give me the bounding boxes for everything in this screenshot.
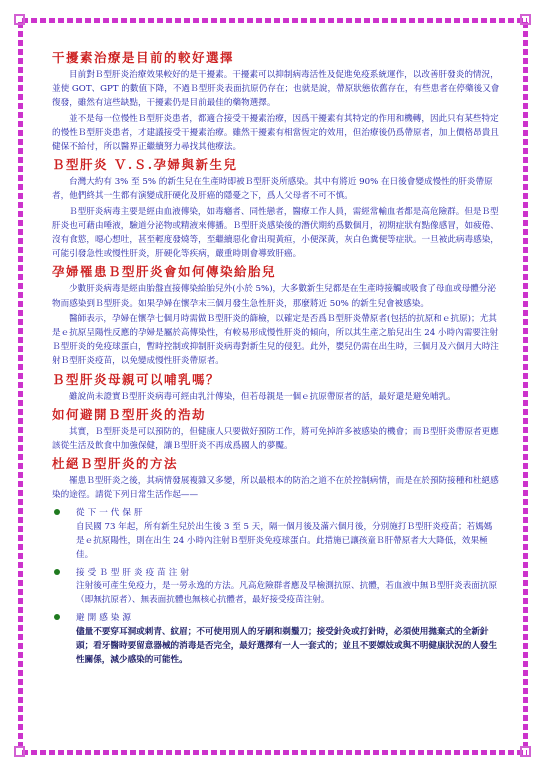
frame-left-border xyxy=(18,22,23,750)
paragraph: 罹患Ｂ型肝炎之後，其病情發展複雜又多變，所以最根本的防治之道不在於控制病情，而是在於預防接種和杜絕感染的途徑。請從下列日常生活作起—— xyxy=(52,476,499,501)
frame-bottom-border xyxy=(22,750,527,755)
paragraph: 並不是每一位慢性Ｂ型肝炎患者，都適合接受干擾素治療，因爲干擾素有其特定的作用和機轉，因此只有某些特定的慢性Ｂ型肝炎患者，才建議接受干擾素治療。雖然干擾素有相當恆定的效用，但治療後仍爲帶原者，加上價格昂貴且健保不給付，所以醫界正繼續努力尋找其他療法。 xyxy=(52,113,499,153)
bullet-body: 自民國 73 年起，所有新生兒於出生後 3 至 5 天，隔一個月後及滿六個月後，分別施打Ｂ型肝炎疫苗；若媽媽是ｅ抗原陽性，則在出生 24 小時內注射Ｂ型肝炎免疫球蛋白。此措施已讓孩童Ｂ肝帶原者大大降低，效果極佳。 xyxy=(76,521,493,561)
bullet-body: 注射後可產生免疫力，是一勞永逸的方法。凡高危險群者應及早檢測抗原、抗體，若血液中無Ｂ型肝炎表面抗原（即無抗原者）、無表面抗體也無核心抗體者，最好接受疫苗注射。 xyxy=(76,581,498,606)
paragraph: 其實，Ｂ型肝炎是可以預防的，但健康人只要做好預防工作，將可免掉許多被感染的機會；而Ｂ型肝炎帶原者更應該從生活及飲食中加強保健，讓Ｂ型肝炎不再成爲國人的夢魘。 xyxy=(52,426,499,452)
bullet-body: 儘量不要穿耳洞或刺青、紋眉；不可使用別人的牙刷和剃鬚刀；接受針灸或打針時，必須使用拋棄式的全新針頭；看牙醫時要留意器械的消毒是否完全，最好選擇有一人一套式的；並且不要嫖妓或與不明健康狀況的人發生性關係，減少感染的可能性。 xyxy=(76,626,498,666)
frame-right-border xyxy=(523,22,528,750)
section-heading-prevention: 杜絕Ｂ型肝炎的方法 xyxy=(52,456,179,472)
bullet-item xyxy=(52,505,500,520)
bullet-title: 從下一代保肝 xyxy=(76,508,146,519)
bullet-dot-icon xyxy=(54,569,60,575)
paragraph: Ｂ型肝炎病毒主要是經由血液傳染，如毒癮者、同性戀者，醫療工作人員，需經常輸血者都是高危險群。但是Ｂ型肝炎也可藉由唾液，驗道分泌物或精液來傳播。Ｂ型肝炎感染後的潛伏期約爲數個月，初期症狀有點像感冒，如疲倦、沒有食慾，噁心想吐，甚至輕度發燒等，至繼續惡化會出現黃疸，小便深黃，灰白色糞便等症狀。一旦被此病毒感染，可能引發急性或慢性肝炎，肝硬化等疾病，嚴重時則會導致肝癌。 xyxy=(52,206,499,260)
bullet-item xyxy=(52,610,500,625)
section-heading-breastfeeding: Ｂ型肝炎母親可以哺乳嗎？ xyxy=(52,371,221,387)
frame-corner-bl xyxy=(14,746,25,757)
section-heading-avoidance: 如何避開Ｂ型肝炎的浩劫 xyxy=(52,406,207,422)
bullet-item xyxy=(52,564,500,579)
frame-corner-br xyxy=(520,746,531,757)
paragraph: 目前對Ｂ型肝炎治療效果較好的是干擾素。干擾素可以抑制病毒活性及促進免疫系統運作，以改善肝發炎的情況，並使 GOT、GPT 的數值下降，不過Ｂ型肝炎表面抗原仍存在；也就是說，帶原狀態依舊存在，有些患者在停藥後又會復發，雖然有這些缺點，干擾素仍是目前最佳的藥物選擇。 xyxy=(52,70,500,109)
section-heading-transmission: 孕婦罹患Ｂ型肝炎會如何傳染給胎兒 xyxy=(52,264,277,280)
bullet-dot-icon xyxy=(54,614,60,620)
frame-corner-tr xyxy=(520,14,531,25)
paragraph: 台灣大約有 3% 至 5% 的新生兒在生產時即被Ｂ型肝炎所感染。其中有將近 90% 在日後會變成慢性的肝炎帶原者，他們終其一生都有演變成肝硬化及肝癌的隱憂之下，爲人父母者不可不慎。 xyxy=(52,177,493,202)
bullet-title: 避開感染源 xyxy=(76,613,134,624)
frame-top-border xyxy=(22,18,527,23)
bullet-dot-icon xyxy=(54,509,60,515)
section-heading-pregnancy: Ｂ型肝炎 Ｖ.Ｓ.孕婦與新生兒 xyxy=(52,157,238,173)
paragraph: 雖說尚未證實Ｂ型肝炎病毒可經由乳汁傳染，但若母親是一個ｅ抗原帶原者的話，最好還是避免哺乳。 xyxy=(69,391,456,402)
bullet-title: 接受Ｂ型肝炎疫苗注射 xyxy=(76,567,192,578)
document-body xyxy=(52,47,500,668)
frame-corner-tl xyxy=(14,14,25,25)
paragraph: 醫師表示，孕婦在懷孕七個月時需做Ｂ型肝炎的篩檢，以確定是否爲Ｂ型肝炎帶原者(包括的抗原和ｅ抗原)；尤其是ｅ抗原呈陽性反應的孕婦是屬於高傳染性，有較易形成慢性肝炎的傾向，所以其生產之胎兒出生 24 小時內需要注射Ｂ型肝炎的免疫球蛋白，暫時控制或抑制肝炎病毒對新生兒的侵犯。此外，嬰兒仍需在出生時，三個月及六個月大時注射Ｂ型肝炎疫苗，以免變成慢性肝炎帶原者。 xyxy=(52,313,499,367)
section-heading-interferon: 干擾素治療是目前的較好選擇 xyxy=(52,50,235,65)
paragraph: 少數肝炎病毒是經由胎盤直接傳染給胎兒外(小於 5%)，大多數新生兒都是在生產時接觸或吸食了母血或母體分泌物而感染到Ｂ型肝炎。如果孕婦在懷孕末三個月發生急性肝炎，那麼將近 50% 的新生兒會被感染。 xyxy=(52,284,496,309)
